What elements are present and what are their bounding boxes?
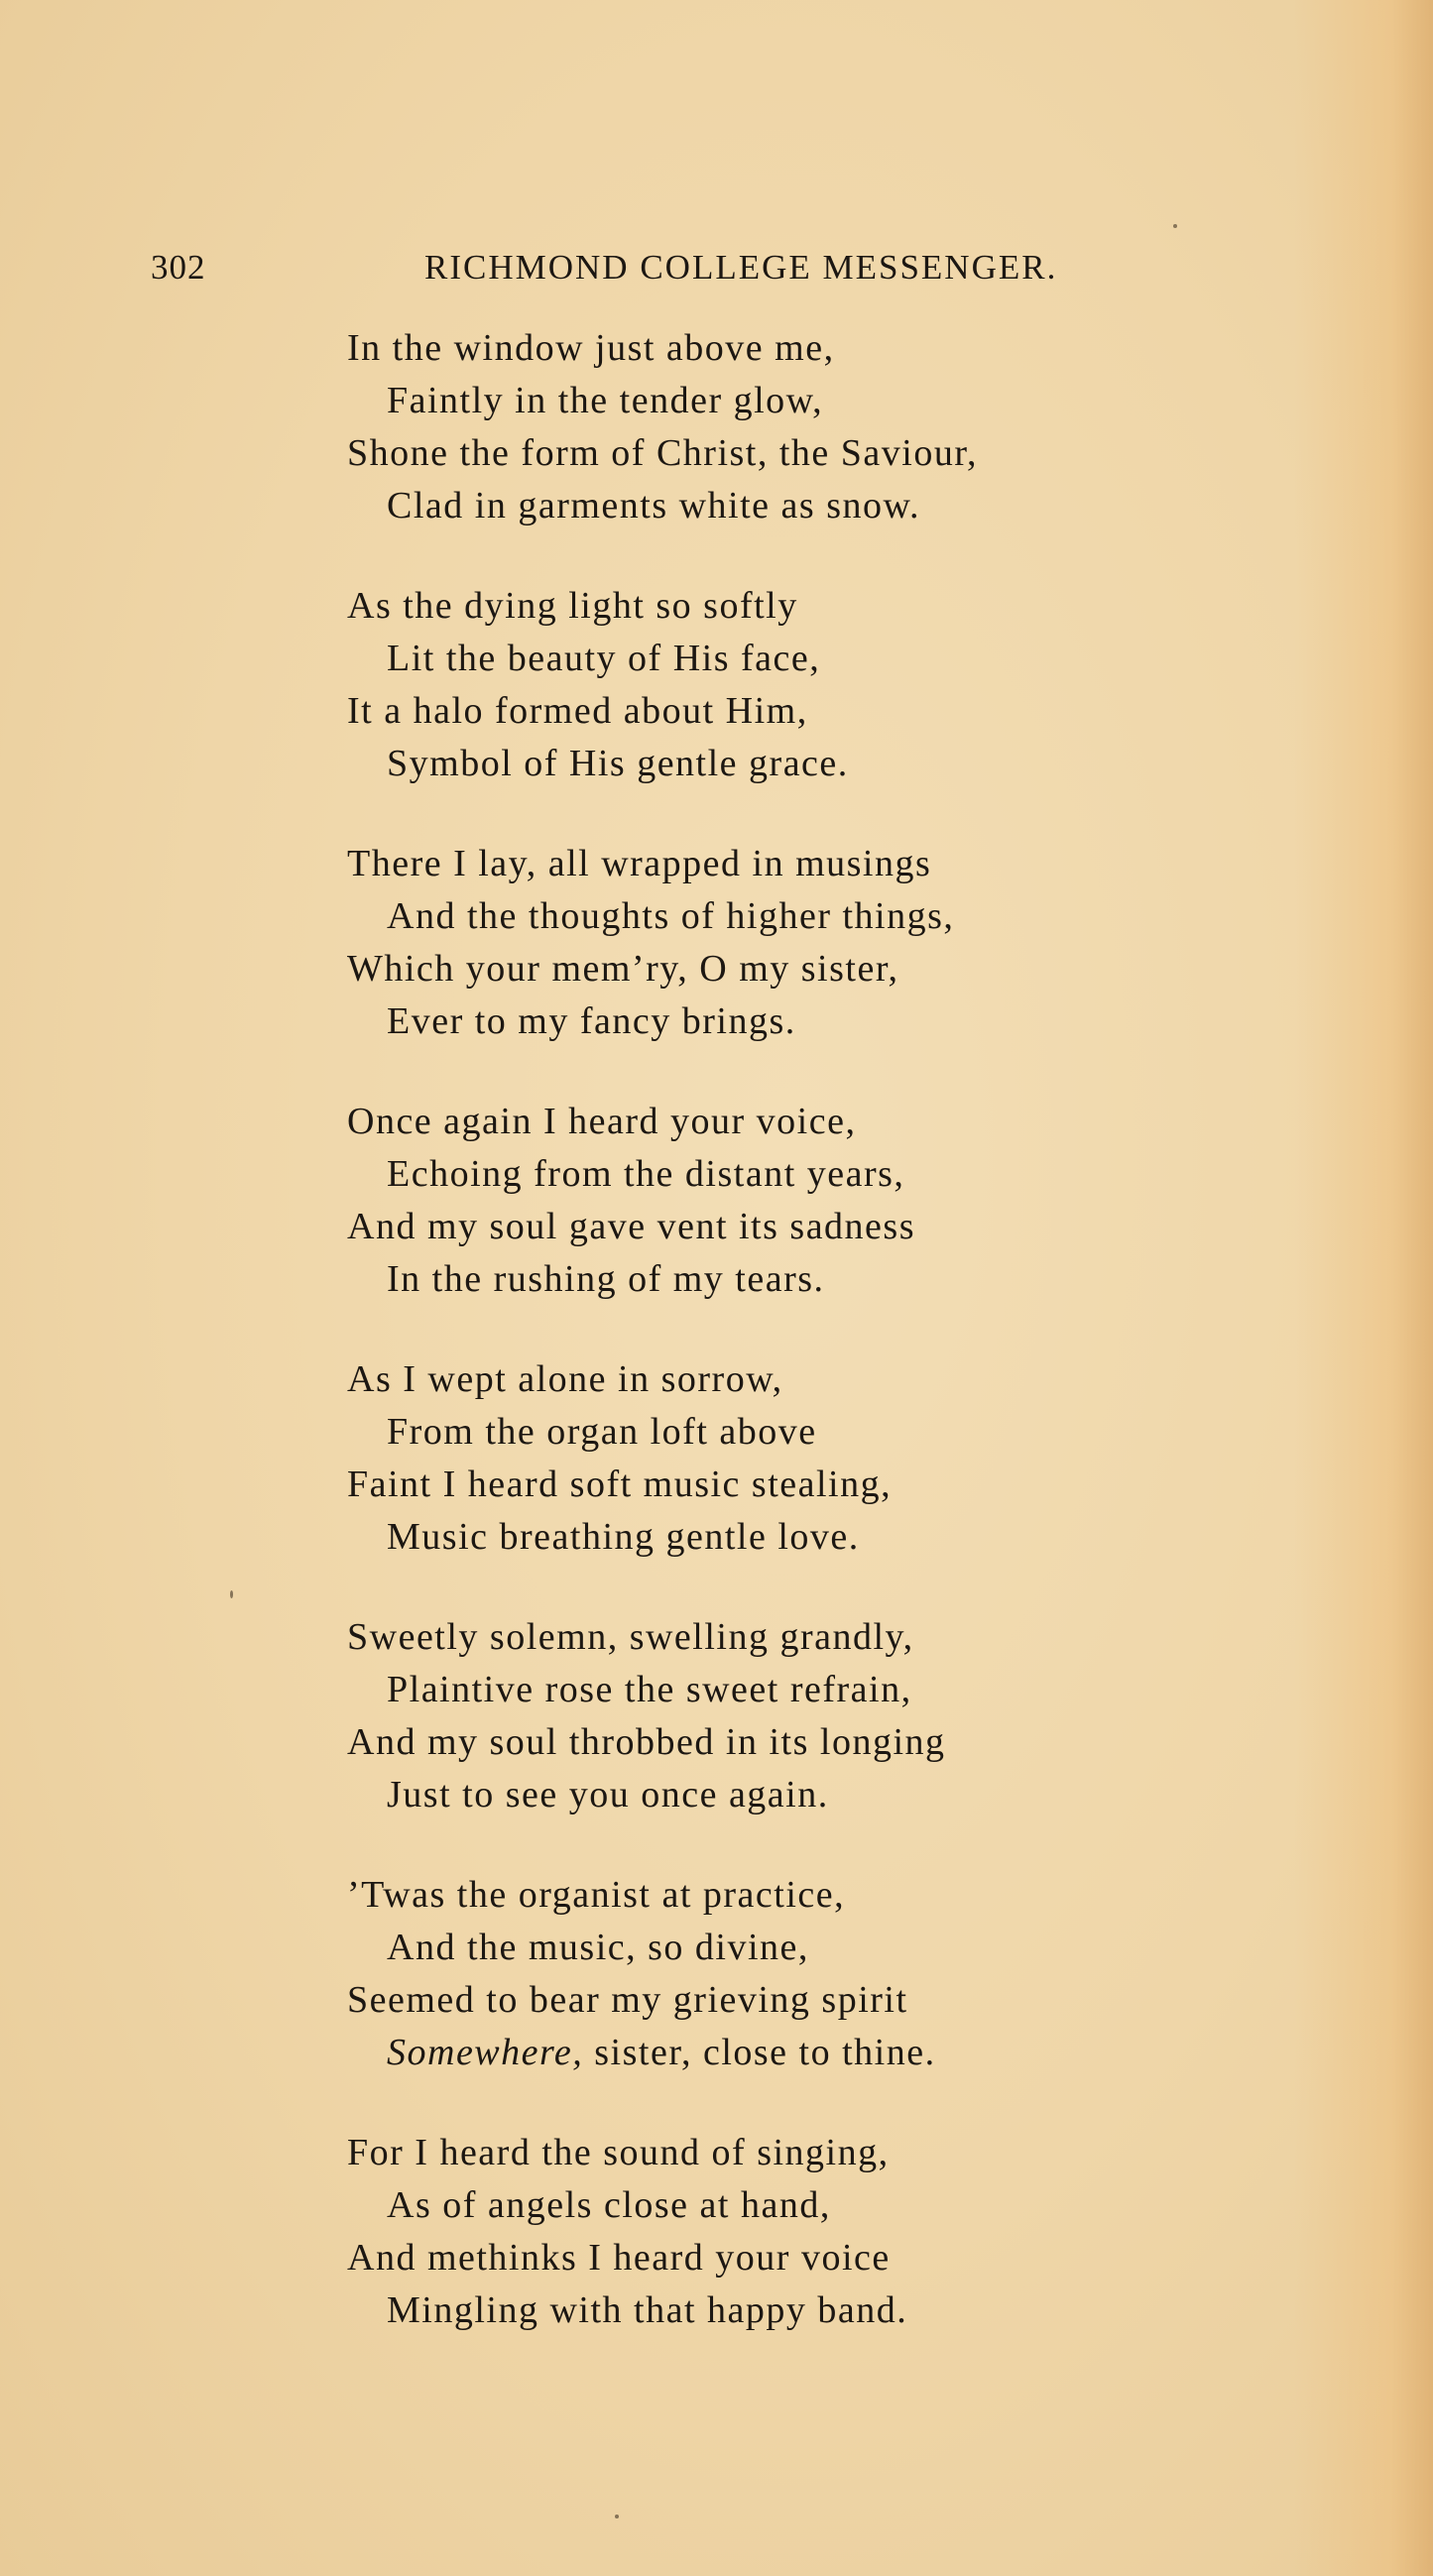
poem-line: Echoing from the distant years, <box>387 1153 905 1195</box>
poem-line: ’Twas the organist at practice, <box>347 1874 846 1916</box>
poem-line: As of angels close at hand, <box>387 2184 831 2226</box>
poem-line: Once again I heard your voice, <box>347 1101 857 1142</box>
page-header <box>151 248 1271 307</box>
poem-line: Which your mem’ry, O my sister, <box>347 948 899 990</box>
poem-line: As the dying light so softly <box>347 585 798 627</box>
poem-line: Ever to my fancy brings. <box>387 1000 796 1042</box>
poem-line: Faint I heard soft music stealing, <box>347 1464 893 1505</box>
poem-line: Plaintive rose the sweet refrain, <box>387 1669 912 1710</box>
poem-line: And the music, so divine, <box>387 1927 809 1968</box>
poem-line-mixed <box>347 2027 1240 2079</box>
poem-line: Lit the beauty of His face, <box>387 638 821 679</box>
poem-line: Shone the form of Christ, the Saviour, <box>347 432 978 474</box>
page-number: 302 <box>151 248 206 287</box>
poem-line: It a halo formed about Him, <box>347 690 808 732</box>
poem-line-remainder: sister, close to thine. <box>594 2032 936 2073</box>
poem-line: Clad in garments white as snow. <box>387 485 920 527</box>
stanza-8 <box>347 2127 1240 2337</box>
stanza-6 <box>347 1611 1240 1821</box>
stanza-4 <box>347 1096 1240 1306</box>
poem-line: And my soul gave vent its sadness <box>347 1206 916 1247</box>
poem-line: In the rushing of my tears. <box>387 1258 825 1300</box>
poem-line: Music breathing gentle love. <box>387 1516 860 1558</box>
poem <box>347 322 1240 2385</box>
italic-word: Somewhere, <box>387 2032 584 2073</box>
paper-speck <box>615 2515 619 2518</box>
poem-line: Seemed to bear my grieving spirit <box>347 1979 908 2021</box>
running-title: RICHMOND COLLEGE MESSENGER. <box>424 248 1058 287</box>
stanza-2 <box>347 580 1240 790</box>
stanza-5 <box>347 1353 1240 1564</box>
poem-line: Symbol of His gentle grace. <box>387 743 849 784</box>
poem-line: As I wept alone in sorrow, <box>347 1358 783 1400</box>
poem-line: Mingling with that happy band. <box>387 2289 908 2331</box>
poem-line: Faintly in the tender glow, <box>387 380 824 421</box>
poem-line: From the organ loft above <box>387 1411 817 1453</box>
stanza-1 <box>347 322 1240 532</box>
page-edge-shading <box>1294 0 1433 2576</box>
poem-line: There I lay, all wrapped in musings <box>347 843 932 884</box>
paper-speck <box>230 1590 233 1598</box>
poem-line: Sweetly solemn, swelling grandly, <box>347 1616 914 1658</box>
stanza-7 <box>347 1869 1240 2079</box>
stanza-3 <box>347 838 1240 1048</box>
poem-line: And the thoughts of higher things, <box>387 895 955 937</box>
poem-line: And methinks I heard your voice <box>347 2237 891 2279</box>
poem-line: Just to see you once again. <box>387 1774 829 1815</box>
poem-line: And my soul throbbed in its longing <box>347 1721 946 1763</box>
poem-line: In the window just above me, <box>347 327 835 369</box>
paper-speck <box>1173 224 1177 228</box>
poem-line: For I heard the sound of singing, <box>347 2132 890 2173</box>
